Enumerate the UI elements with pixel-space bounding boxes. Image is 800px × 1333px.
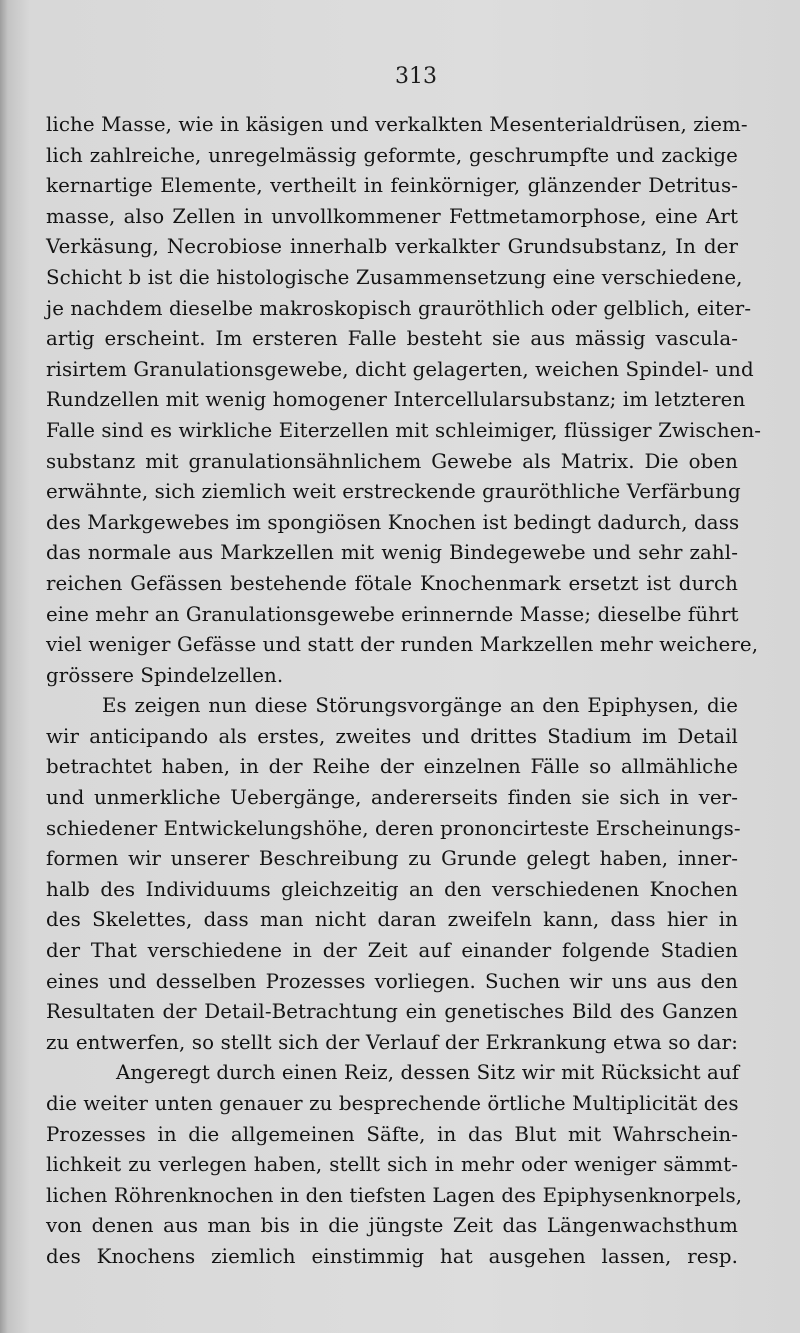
- text-line: reichen Gefässen bestehende fötale Knochenmark ersetzt ist durch: [46, 571, 738, 595]
- text-line: betrachtet haben, in der Reihe der einzelnen Fälle so allmähliche: [46, 755, 738, 779]
- text-line: erwähnte, sich ziemlich weit erstreckende grauröthliche Verfärbung: [46, 480, 741, 504]
- text-line: des Skelettes, dass man nicht daran zweifeln kann, dass hier in: [46, 908, 738, 932]
- text-line: viel weniger Gefässe und statt der runden Markzellen mehr weichere,: [46, 633, 759, 657]
- text-line: Prozesses in die allgemeinen Säfte, in das Blut mit Wahrschein-: [46, 1122, 738, 1146]
- text-line: wir anticipando als erstes, zweites und drittes Stadium im Detail: [46, 724, 738, 748]
- text-line: von denen aus man bis in die jüngste Zeit das Längenwachsthum: [46, 1214, 738, 1238]
- text-line: lichen Röhrenknochen in den tiefsten Lagen des Epiphysenknorpels,: [46, 1183, 743, 1207]
- text-line: eine mehr an Granulationsgewebe erinnernde Masse; dieselbe führt: [46, 602, 739, 626]
- text-line: Schicht b ist die histologische Zusammensetzung eine verschiedene,: [46, 265, 743, 289]
- text-line: das normale aus Markzellen mit wenig Bindegewebe und sehr zahl-: [46, 541, 738, 565]
- text-line: grössere Spindelzellen.: [46, 663, 284, 687]
- text-line: formen wir unserer Beschreibung zu Grunde gelegt haben, inner-: [46, 847, 738, 871]
- text-line: Verkäsung, Necrobiose innerhalb verkalkter Grundsubstanz, In der: [46, 235, 738, 259]
- text-line: eines und desselben Prozesses vorliegen. Suchen wir uns aus den: [46, 969, 738, 993]
- text-line: Angeregt durch einen Reiz, dessen Sitz wir mit Rücksicht auf: [116, 1061, 740, 1085]
- text-line: halb des Individuums gleichzeitig an den verschiedenen Knochen: [46, 877, 738, 901]
- text-line: liche Masse, wie in käsigen und verkalkten Mesenterialdrüsen, ziem-: [46, 113, 748, 136]
- text-line: Rundzellen mit wenig homogener Intercellularsubstanz; im letzteren: [46, 388, 746, 412]
- text-line: lichkeit zu verlegen haben, stellt sich in mehr oder weniger sämmt-: [46, 1153, 738, 1177]
- text-line: je nachdem dieselbe makroskopisch grauröthlich oder gelblich, eiter-: [46, 296, 752, 320]
- text-line: die weiter unten genauer zu besprechende örtliche Multiplicität des: [46, 1092, 739, 1115]
- text-line: artig erscheint. Im ersteren Falle besteht sie aus mässig vascula-: [46, 327, 738, 351]
- text-line: lich zahlreiche, unregelmässig geformte, geschrumpfte und zackige: [46, 143, 738, 167]
- body-text: [46, 110, 762, 1273]
- text-line: risirtem Granulationsgewebe, dicht gelagerten, weichen Spindel- und: [46, 357, 754, 381]
- text-line: masse, also Zellen in unvollkommener Fettmetamorphose, eine Art: [46, 204, 738, 228]
- text-line: und unmerkliche Uebergänge, andererseits finden sie sich in ver-: [46, 786, 738, 810]
- text-line: Es zeigen nun diese Störungsvorgänge an den Epiphysen, die: [102, 694, 738, 718]
- text-line: kernartige Elemente, vertheilt in feinkörniger, glänzender Detritus-: [46, 174, 738, 198]
- text-line: Resultaten der Detail-Betrachtung ein genetisches Bild des Ganzen: [46, 1000, 738, 1024]
- text-line: Falle sind es wirkliche Eiterzellen mit schleimiger, flüssiger Zwischen-: [46, 418, 762, 442]
- page-number: 313: [395, 64, 437, 89]
- text-line: zu entwerfen, so stellt sich der Verlauf der Erkrankung etwa so dar:: [46, 1030, 738, 1054]
- text-line: substanz mit granulationsähnlichem Gewebe als Matrix. Die oben: [46, 449, 738, 473]
- text-line: des Markgewebes im spongiösen Knochen ist bedingt dadurch, dass: [46, 510, 740, 534]
- text-line: des Knochens ziemlich einstimmig hat ausgehen lassen, resp.: [46, 1244, 738, 1268]
- text-line: der That verschiedene in der Zeit auf einander folgende Stadien: [46, 939, 738, 963]
- text-line: schiedener Entwickelungshöhe, deren prononcirteste Erscheinungs-: [46, 816, 741, 840]
